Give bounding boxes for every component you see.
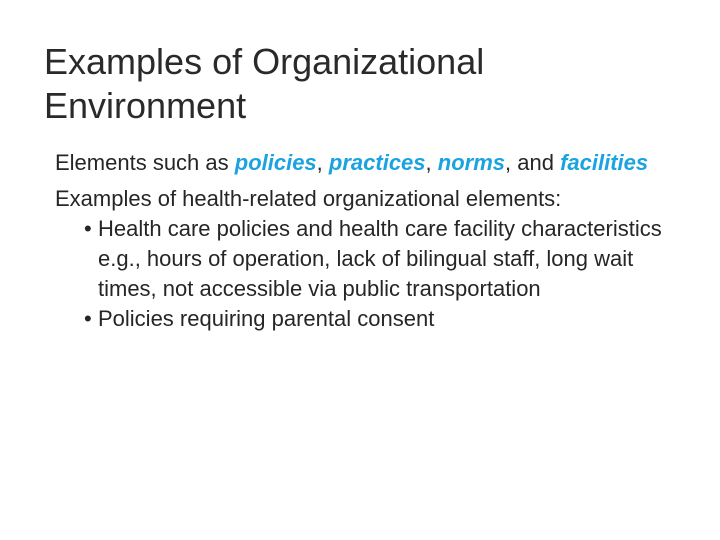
examples-list — [55, 214, 695, 334]
list-item — [55, 214, 695, 304]
term-practices: practices — [328, 150, 426, 175]
slide-body — [55, 148, 695, 334]
list-item — [55, 304, 695, 334]
examples-heading: Examples of health-related organizational elements: — [55, 186, 562, 211]
definition-paragraph — [55, 148, 695, 178]
term-norms: norms — [437, 150, 506, 175]
slide-title: Examples of Organizational Environment — [44, 41, 485, 126]
definition-lead: Elements such as — [55, 150, 235, 175]
separator-2: , — [425, 150, 438, 175]
list-item-text: Policies requiring parental consent — [98, 306, 435, 331]
list-item-text: Health care policies and health care facility characteristics e.g., hours of operation, lack of bilingual staff, long wait times, not accessible via public transportation — [98, 216, 662, 301]
bullet-icon: • — [84, 306, 92, 331]
bullet-icon: • — [84, 216, 92, 241]
term-policies: policies — [234, 150, 317, 175]
term-facilities: facilities — [560, 150, 649, 175]
separator-1: , — [316, 150, 329, 175]
separator-3: , and — [505, 150, 561, 175]
